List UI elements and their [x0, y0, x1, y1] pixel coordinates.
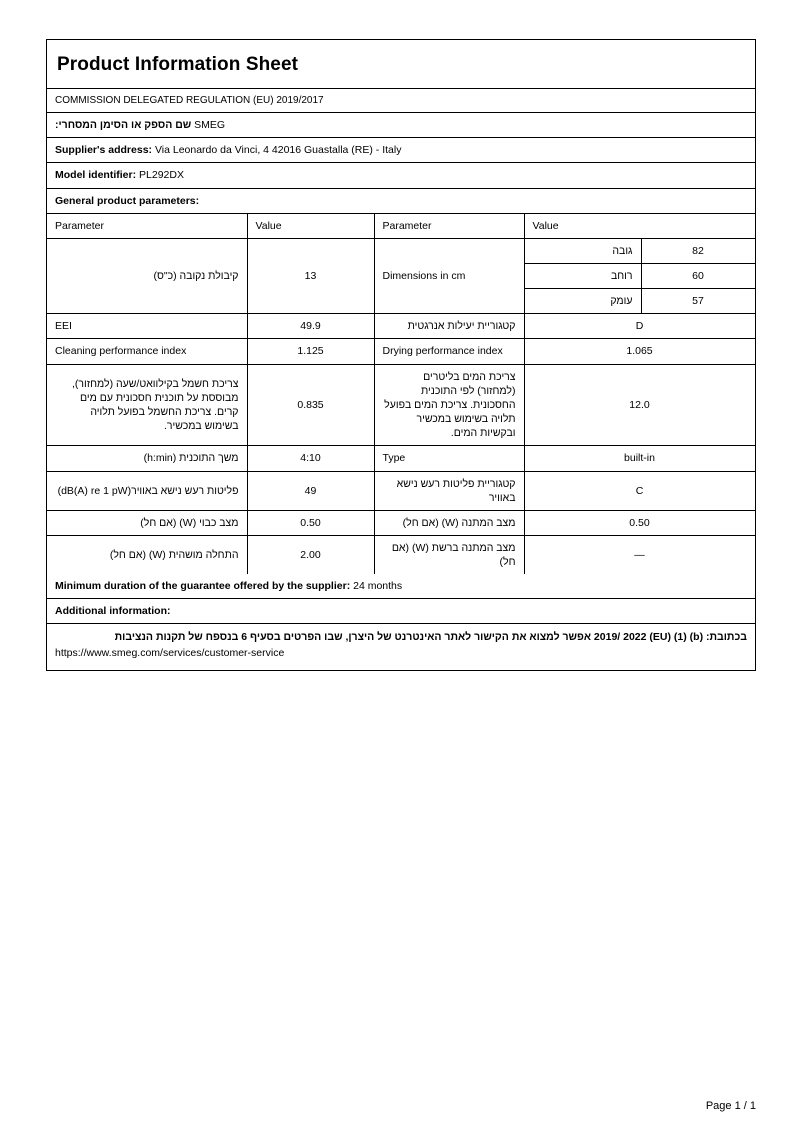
dimension-width-value: 60: [641, 263, 755, 288]
table-row: [47, 364, 755, 446]
model-identifier-row: [47, 163, 755, 188]
table-row: [47, 314, 755, 339]
drying-index-parameter: Drying performance index: [374, 339, 524, 364]
table-row: [47, 536, 755, 575]
note-line-2[interactable]: https://www.smeg.com/services/customer-service: [55, 647, 285, 660]
notes-block: [47, 624, 755, 670]
program-duration-value: 4:10: [247, 446, 374, 471]
delay-start-parameter: התחלה מושהית (W) (אם חל): [47, 536, 247, 575]
dimension-depth-label: עומק: [524, 289, 641, 314]
supplier-name-row: [47, 113, 755, 138]
regulation-text: COMMISSION DELEGATED REGULATION (EU) 2019/2017: [55, 95, 324, 106]
water-consumption-parameter: צריכת המים בליטרים (למחזור) לפי התוכנית החסכונית. צריכת המים בפועל תלויה בשימוש במכשיר ובקשיות המים.: [374, 364, 524, 446]
supplier-name-value: SMEG: [194, 119, 226, 131]
header-value-2: Value: [524, 214, 755, 239]
parameters-table: [47, 214, 756, 575]
guarantee-label: Minimum duration of the guarantee offered by the supplier:: [55, 580, 351, 593]
capacity-parameter: קיבולת נקובה (כ"ס): [47, 238, 247, 314]
regulation-line: [47, 89, 755, 113]
noise-emissions-value: 49: [247, 471, 374, 510]
type-value: built-in: [524, 446, 755, 471]
standby-mode-parameter: מצב המתנה (W) (אם חל): [374, 510, 524, 535]
noise-class-parameter: קטגוריית פליטות רעש נישא באוויר: [374, 471, 524, 510]
header-value-1: Value: [247, 214, 374, 239]
energy-consumption-value: 0.835: [247, 364, 374, 446]
energy-class-value: D: [524, 314, 755, 339]
eei-parameter: EEI: [47, 314, 247, 339]
drying-index-value: 1.065: [524, 339, 755, 364]
dimension-depth-value: 57: [641, 289, 755, 314]
off-mode-parameter: מצב כבוי (W) (אם חל): [47, 510, 247, 535]
dimension-width-label: רוחב: [524, 263, 641, 288]
supplier-address-value: Via Leonardo da Vinci, 4 42016 Guastalla (RE) - Italy: [154, 144, 402, 157]
table-row: [47, 238, 755, 263]
model-identifier-label: Model identifier:: [55, 169, 137, 182]
cleaning-index-value: 1.125: [247, 339, 374, 364]
table-row: [47, 471, 755, 510]
off-mode-value: 0.50: [247, 510, 374, 535]
noise-class-value: C: [524, 471, 755, 510]
supplier-address-label: Supplier's address:: [55, 144, 153, 157]
table-row: [47, 510, 755, 535]
networked-standby-parameter: מצב המתנה ברשת (W) (אם חל): [374, 536, 524, 575]
guarantee-value: 24 months: [353, 580, 403, 593]
table-header-row: [47, 214, 755, 239]
type-parameter: Type: [374, 446, 524, 471]
delay-start-value: 2.00: [247, 536, 374, 575]
table-row: [47, 446, 755, 471]
model-identifier-value: PL292DX: [139, 169, 184, 182]
program-duration-parameter: משך התוכנית (h:min): [47, 446, 247, 471]
energy-class-parameter: קטגוריית יעילות אנרגטית: [374, 314, 524, 339]
page-footer: Page 1 / 1: [705, 1100, 756, 1112]
noise-emissions-parameter: פליטות רעש נישא באוויר(dB(A) re 1 pW): [47, 471, 247, 510]
cleaning-index-parameter: Cleaning performance index: [47, 339, 247, 364]
eei-value: 49.9: [247, 314, 374, 339]
guarantee-row: [47, 574, 755, 599]
standby-mode-value: 0.50: [524, 510, 755, 535]
capacity-value: 13: [247, 238, 374, 314]
networked-standby-value: —: [524, 536, 755, 575]
additional-information-label: Additional information:: [47, 599, 755, 624]
table-row: [47, 339, 755, 364]
supplier-address-row: [47, 138, 755, 163]
note-line-1: בכתובת: (b) (1) 2019/ 2022 (EU) אפשר למצוא את הקישור לאתר האינטרנט של היצרן, שבו הפרטים בסעיף 6 בנספח של תקנות הנציבות: [114, 631, 747, 644]
dimension-height-value: 82: [641, 238, 755, 263]
product-information-sheet: [46, 39, 756, 671]
water-consumption-value: 12.0: [524, 364, 755, 446]
header-parameter-2: Parameter: [374, 214, 524, 239]
dimensions-parameter: Dimensions in cm: [374, 238, 524, 314]
title-row: [47, 40, 755, 89]
energy-consumption-parameter: צריכת חשמל בקילוואט/שעה (למחזור), מבוססת על תוכנית חסכונית עם מים קרים. צריכת החשמל בפועל תלויה בשימוש במכשיר.: [47, 364, 247, 446]
header-parameter-1: Parameter: [47, 214, 247, 239]
dimension-height-label: גובה: [524, 238, 641, 263]
page-title: Product Information Sheet: [57, 54, 299, 75]
general-parameters-heading: General product parameters:: [47, 189, 755, 214]
supplier-name-label: שם הספק או הסימן המסחרי:: [55, 119, 192, 131]
